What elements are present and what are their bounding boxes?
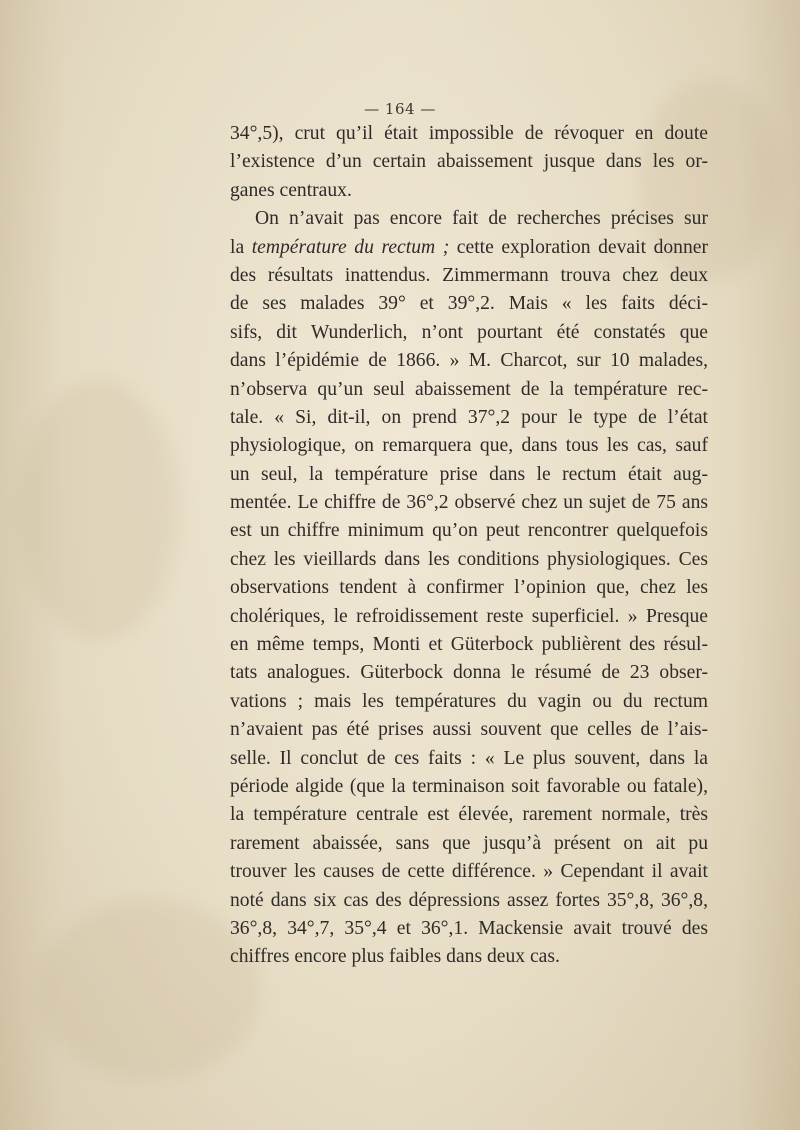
text-line [230, 234, 708, 262]
text-line [230, 915, 708, 943]
text-segment: vations ; mais les températures du vagin ou du rectum [230, 690, 708, 712]
text-segment: de ses malades 39° et 39°,2. Mais « les faits déci- [230, 293, 708, 315]
text-line [230, 432, 708, 460]
paper-stain [20, 380, 180, 640]
text-segment: trouver les causes de cette différence. » Cependant il avait [230, 861, 708, 883]
text-line [230, 376, 708, 404]
text-segment: est un chiffre minimum qu’on peut rencontrer quelquefois [230, 520, 708, 542]
text-line [230, 517, 708, 545]
text-line [230, 489, 708, 517]
text-segment: 34°,5), crut qu’il était impossible de révoquer en doute [230, 123, 708, 144]
text-segment: dans l’épidémie de 1866. » M. Charcot, sur 10 malades, [230, 350, 708, 372]
text-segment: tale. « Si, dit-il, on prend 37°,2 pour le type de l’état [230, 406, 708, 428]
text-line [230, 603, 708, 631]
text-segment: en même temps, Monti et Güterbock publièrent des résul- [230, 634, 708, 656]
text-line [230, 773, 708, 801]
text-segment: noté dans six cas des dépressions assez fortes 35°,8, 36°,8, [230, 889, 708, 911]
text-segment: observations tendent à confirmer l’opinion que, chez les [230, 577, 708, 599]
text-line [230, 404, 708, 432]
text-segment: période algide (que la terminaison soit favorable ou fatale), [230, 775, 708, 797]
text-line [230, 688, 708, 716]
text-segment: physiologique, on remarquera que, dans tous les cas, sauf [230, 435, 708, 457]
text-line [230, 801, 708, 829]
text-line [230, 262, 708, 290]
text-segment: tats analogues. Güterbock donna le résumé de 23 obser- [230, 662, 708, 684]
text-line [230, 205, 708, 233]
text-line [230, 887, 708, 915]
text-segment: cholériques, le refroidissement reste superficiel. » Presque [230, 605, 708, 627]
text-segment: la température centrale est élevée, rarement normale, très [230, 804, 708, 826]
text-line [230, 716, 708, 744]
body-text [230, 120, 708, 972]
page-number: — 164 — [364, 100, 436, 118]
text-segment: n’observa qu’un seul abaissement de la température rec- [230, 378, 708, 400]
text-segment: des résultats inattendus. Zimmermann trouva chez deux [230, 264, 708, 286]
text-segment: selle. Il conclut de ces faits : « Le plus souvent, dans la [230, 747, 708, 769]
text-segment: ganes centraux. [230, 179, 352, 201]
text-segment: la [230, 236, 252, 258]
text-segment: cette exploration devait donner [449, 236, 708, 258]
text-segment: sifs, dit Wunderlich, n’ont pourtant été constatés que [230, 321, 708, 343]
text-segment: 36°,8, 34°,7, 35°,4 et 36°,1. Mackensie avait trouvé des [230, 917, 708, 939]
text-segment: n’avaient pas été prises aussi souvent que celles de l’ais- [230, 719, 708, 741]
text-segment: l’existence d’un certain abaissement jusque dans les or- [230, 151, 708, 173]
text-line [230, 461, 708, 489]
text-segment: chiffres encore plus faibles dans deux cas. [230, 946, 560, 968]
text-line [230, 858, 708, 886]
text-line [230, 631, 708, 659]
text-line [230, 177, 708, 205]
text-line [230, 659, 708, 687]
text-segment: chez les vieillards dans les conditions physiologiques. Ces [230, 548, 708, 570]
text-line [230, 546, 708, 574]
text-line [230, 347, 708, 375]
text-segment: On n’avait pas encore fait de recherches précises sur [255, 208, 708, 230]
text-line [230, 148, 708, 176]
text-line [230, 319, 708, 347]
paper-stain [40, 900, 260, 1080]
text-segment: rarement abaissée, sans que jusqu’à présent on ait pu [230, 832, 708, 854]
text-line [230, 830, 708, 858]
italic-text: température du rectum ; [251, 236, 450, 258]
text-line [230, 120, 708, 148]
text-line [230, 574, 708, 602]
text-line [230, 290, 708, 318]
text-segment: un seul, la température prise dans le rectum était aug- [230, 463, 708, 485]
text-line [230, 745, 708, 773]
text-line [230, 943, 708, 971]
text-segment: mentée. Le chiffre de 36°,2 observé chez un sujet de 75 ans [230, 492, 708, 514]
